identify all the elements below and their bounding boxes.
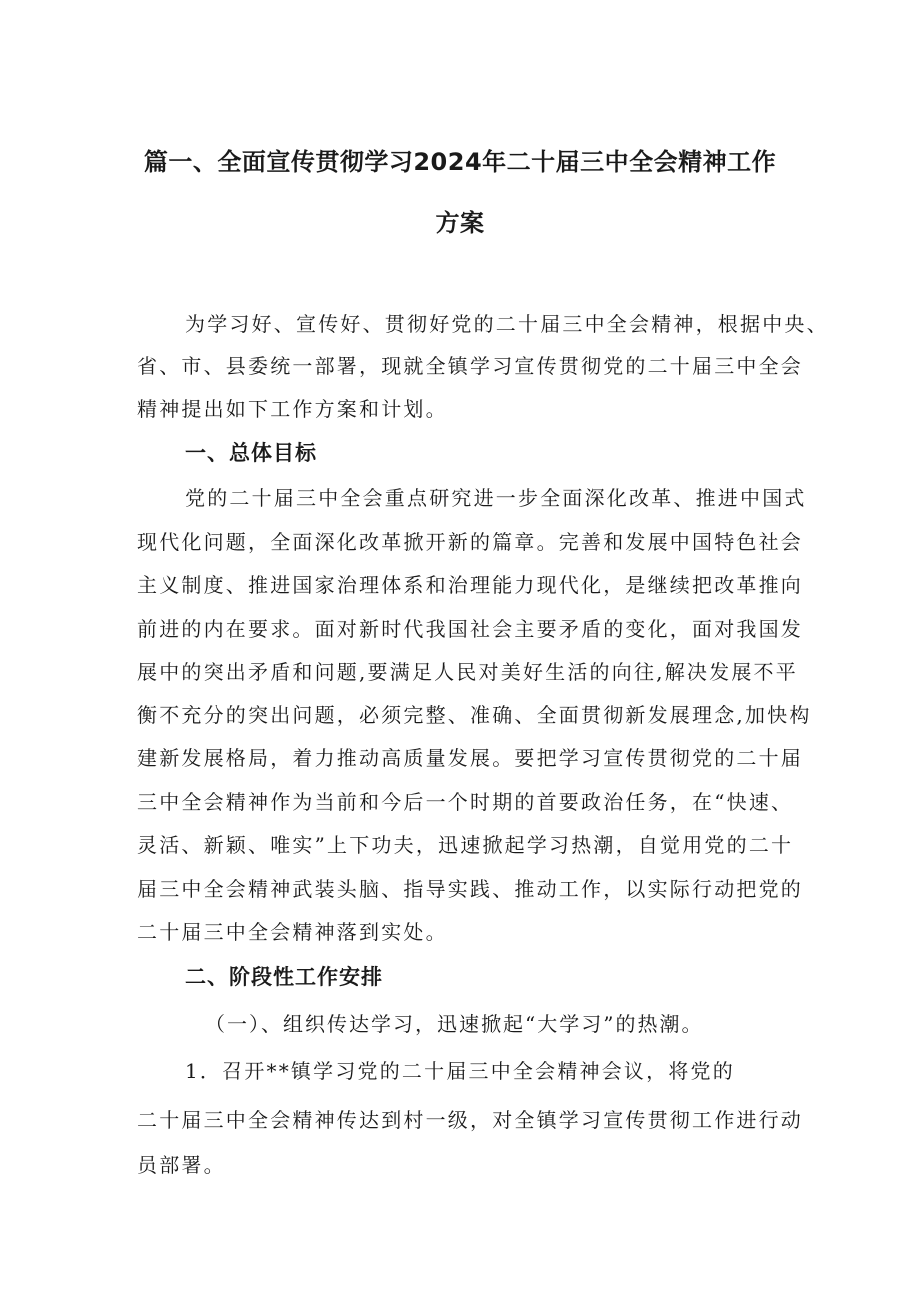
document-title-line-1: 篇一、全面宣传贯彻学习2024年二十届三中全会精神工作	[143, 148, 777, 176]
subsection-heading: （一）、组织传达学习，迅速掀起“大学习”的热潮。	[205, 1012, 704, 1036]
section-heading-phased-arrangement: 二、阶段性工作安排	[185, 965, 383, 989]
section1-line: 现代化问题，全面深化改革掀开新的篇章。完善和发展中国特色社会	[137, 530, 803, 554]
section1-line: 灵活、新颖、唯实”上下功夫，迅速掀起学习热潮，自觉用党的二十	[137, 833, 794, 857]
section1-line: 届三中全会精神武装头脑、指导实践、推动工作，以实际行动把党的	[137, 877, 803, 901]
section1-line: 展中的突出矛盾和问题,要满足人民对美好生活的向往,解决发展不平	[137, 660, 798, 684]
section1-line: 主义制度、推进国家治理体系和治理能力现代化，是继续把改革推向	[137, 573, 803, 597]
section1-line: 衡不充分的突出问题，必须完整、准确、全面贯彻新发展理念,加快构	[137, 703, 812, 727]
intro-line: 为学习好、宣传好、贯彻好党的二十届三中全会精神，根据中央、	[185, 312, 829, 336]
section1-line: 党的二十届三中全会重点研究进一步全面深化改革、推进中国式	[185, 486, 807, 510]
intro-line: 精神提出如下工作方案和计划。	[137, 397, 448, 421]
section1-line: 前进的内在要求。面对新时代我国社会主要矛盾的变化，面对我国发	[137, 617, 803, 641]
section-heading-overall-goal: 一、总体目标	[185, 441, 317, 465]
item-line: 员部署。	[137, 1153, 226, 1177]
intro-line: 省、市、县委统一部署，现就全镇学习宣传贯彻党的二十届三中全会	[137, 354, 803, 378]
section1-line: 建新发展格局，着力推动高质量发展。要把学习宣传贯彻党的二十届	[137, 746, 803, 770]
document-title-line-2: 方案	[435, 209, 485, 237]
item-line: 二十届三中全会精神传达到村一级，对全镇学习宣传贯彻工作进行动	[137, 1108, 803, 1132]
item-line: 1．召开**镇学习党的二十届三中全会精神会议，将党的	[185, 1059, 735, 1083]
section1-line: 三中全会精神作为当前和今后一个时期的首要政治任务，在“快速、	[137, 790, 794, 814]
section1-line: 二十届三中全会精神落到实处。	[137, 920, 448, 944]
